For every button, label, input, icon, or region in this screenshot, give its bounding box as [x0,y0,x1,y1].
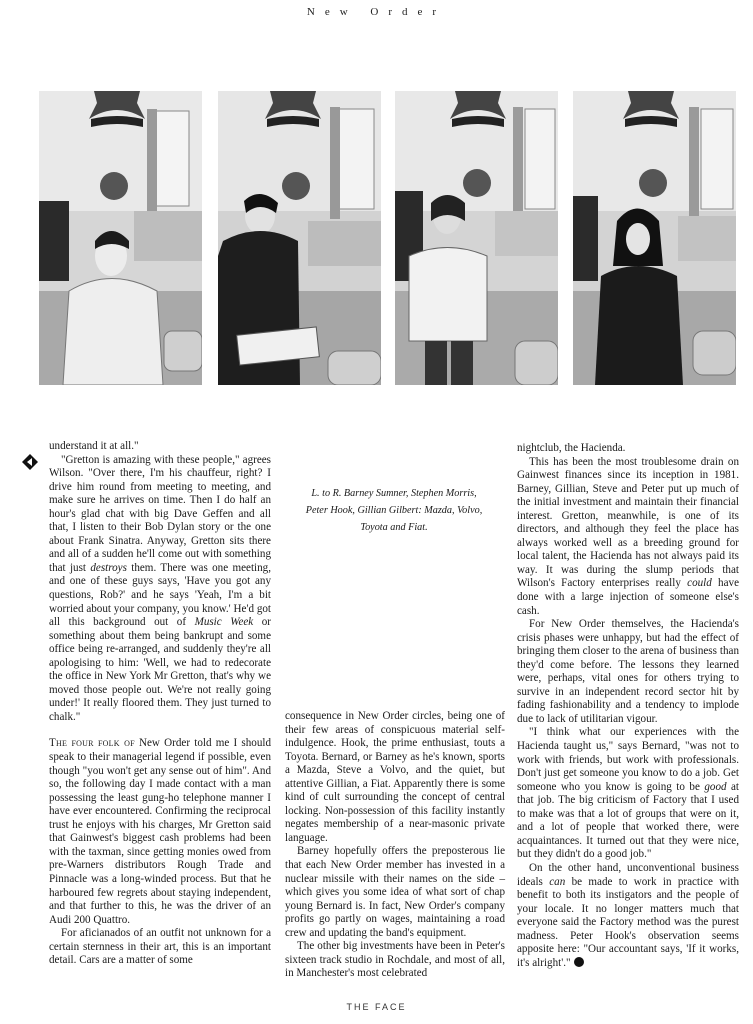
caption-line: Peter Hook, Gillian Gilbert: Mazda, Volvo, [305,505,483,516]
paragraph: For New Order themselves, the Hacienda's crisis phases were unhappy, but had the effect of bringing them closer to the arena of business than they'd come before. The lessons they learned were, perhaps, vital ones for others trying to survive in an independent record sector hit by fading fashionability and a tendency to implode due to lack of utilitarian vigour. [517,618,739,725]
end-of-article-dot-icon [574,957,584,967]
italic-text: good [704,780,727,793]
magazine-name: THE FACE [346,1002,407,1012]
italic-text: destroys [90,561,127,574]
paragraph: For aficianados of an outfit not unknown for a certain sternness in their art, this is an important detail. Cars are a matter of some [49,927,271,967]
paragraph [49,454,271,725]
article-column-1 [49,440,271,968]
paragraph: understand it at all." [49,440,139,452]
caption-line: L. to R. Barney Sumner, Stephen Morris, [311,488,477,499]
band-photo-stephen [218,91,381,385]
magazine-section-title: New Order [306,6,447,18]
band-photo-gillian-image [573,91,736,385]
band-photo-gillian [573,91,736,385]
band-photo-peter-image [395,91,558,385]
text-run: or something about them being bankrupt and some office being re-arranged, and suddenly they're all apologising to him: 'Well, we had to redecorate the office in New York Mr Gretton, that's why we moved those people out. We're not really going under!' It really floored them. They just turned to chalk." [49,616,271,723]
text-run: at that job. The big criticism of Factory that I used to make was that a lot of groups that were on it, and a lot of people that worked there, were acquaintances. It turned out that they were nice, but they didn't do a good job." [517,780,740,861]
photo-strip [0,91,753,386]
article-column-3 [517,442,739,970]
band-photo-barney [39,91,202,385]
paragraph [517,456,739,619]
italic-text: Music Week [194,616,254,629]
text-run: New Order told me I should speak to their managerial legend if possible, even though "you won't get any sense out of him". And so, the following day I made contact with a man possessing the least gung-ho telephone manner I have ever encountered. Confirming the reciprocal trust he enjoys with his charges, Mr Gretton said that Gainwest's biggest cash problems had been with the taxman, since getting monies owed from pre-Warners distributors Rough Trade and Pinnacle was a long-winded process. But that he harboured few regrets about staying independent, and that further to this, he was the driver of an Audi 200 Quattro. [49,737,271,926]
italic-text: can [549,875,566,888]
running-header [0,6,753,18]
band-photo-peter [395,91,558,385]
paragraph: nightclub, the Hacienda. [517,442,626,454]
paragraph [517,862,739,970]
paragraph [49,737,271,927]
photo-caption [285,485,503,536]
band-photo-barney-image [39,91,202,385]
text-run: "Gretton is amazing with these people," agrees Wilson. "Over there, I'm his chauffeur, right? I drive him round from meeting to meeting, and make sure he arrives on time. Then I do half an hour's glad chat with big Dave Geffen and all that, I listen to their Bob Dylan story or the one about Frank Sinatra. Anyway, Gretton sits there and all of a sudden he'll come out with something that just [49,453,271,574]
paragraph: consequence in New Order circles, being one of their few areas of conspicuous material self-indulgence. Hook, the prime enthusiast, touts a Toyota. Bernard, or Barney as he's known, sports a Mazda, Steve a Volvo, and the quiet, but attentive Gillian, a Fiat. Apparently there is some kind of cult surrounding the concept of central locking. Non-possession of this facility instantly negates membership of a near-masonic private language. [285,710,505,844]
text-run: them. There was one meeting, and one of these guys says, 'Have you got any questions, Rob?' and he says 'Yeah, I'm a bit worried about your company, you know.' He'd got all this background out of [49,561,271,629]
paragraph [517,726,739,861]
text-run: This has been the most troublesome drain on Gainwest finances since its inception in 1981. Barney, Gillian, Steve and Peter put up much of the initial investment and maintain their financial interest. Gretton, meanwhile, is one of its directors, and although they feel the place has always worked well as a breeding ground for local talent, the Hacienda has not always paid its way. It was during the slump periods that Wilson's Factory enterprises really [517,455,739,590]
page-footer [0,1002,753,1012]
article-column-2 [285,710,505,981]
text-run: have done with a large injection of someone else's cash. [517,577,739,617]
text-run: "I think what our experiences with the Hacienda taught us," says Bernard, "was not to work with friends, but work with professionals. Don't just get someone you know to do a job. Get someone who you know is going to be [517,726,739,793]
italic-text: could [687,577,712,590]
caption-line: Toyota and Fiat. [360,522,428,533]
continued-arrow-icon [20,452,40,472]
paragraph: Barney hopefully offers the preposterous lie that each New Order member has invested in a nuclear missile with their names on the side – which gives you some idea of what sort of chap young Bernard is. In fact, New Order's company profits go partly on wages, maintaining a road crew and updating the band's equipment. [285,845,505,939]
paragraph: The other big investments have been in Peter's sixteen track studio in Rochdale, and most of all, in Manchester's most celebrated [285,940,505,980]
text-run: On the other hand, unconventional business ideals [517,861,739,888]
band-photo-stephen-image [218,91,381,385]
small-caps-lead: The four folk of [49,737,135,750]
text-run: be made to work in practice with benefit to both its instigators and the people of your locale. It no longer matters much that everyone said the Factory method was the purest madness. Peter Hook's observation seems apposite here: "Our accountant says, 'If it works, it's alright'." [517,875,739,969]
